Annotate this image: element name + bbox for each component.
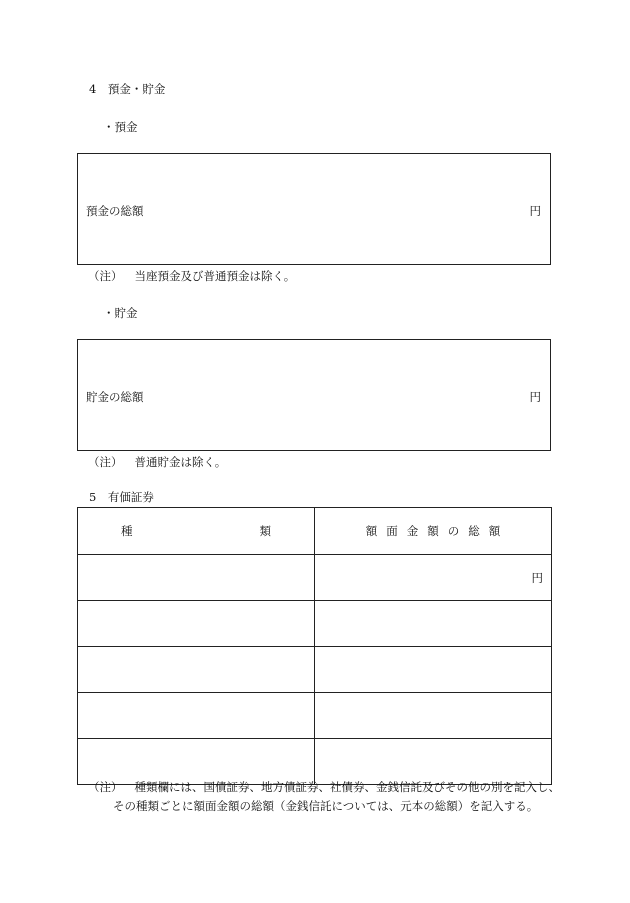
securities-table-header [78,508,552,555]
kind-cell[interactable] [78,647,315,693]
savings-total-box [77,339,551,451]
deposit-subheading: ・預金 [103,120,138,134]
table-row [78,647,552,693]
kind-cell[interactable] [78,739,315,785]
deposit-note-text: 当座預金及び普通預金は除く。 [134,269,296,283]
header-amount-label: 額面金額の総額 [365,524,510,538]
header-amount [315,508,552,555]
deposit-total-box [77,153,551,265]
amount-cell[interactable] [315,693,552,739]
savings-total-unit: 円 [529,390,541,404]
savings-total-label: 貯金の総額 [86,390,144,404]
section-5-heading: 5 有価証券 [89,490,154,504]
header-kind-right: 類 [259,524,271,538]
securities-note-line-2: その種類ごとに額面金額の総額（金銭信託については、元本の総額）を記入する。 [113,799,539,813]
securities-note-prefix: （注） [88,780,123,794]
kind-cell[interactable] [78,601,315,647]
savings-note-prefix: （注） [88,455,123,469]
table-row [78,601,552,647]
table-row [78,555,552,601]
deposit-total-unit: 円 [529,204,541,218]
kind-cell[interactable] [78,555,315,601]
deposit-note [88,268,295,284]
header-kind-left: 種 [121,524,133,538]
deposit-total-label: 預金の総額 [86,204,144,218]
kind-cell[interactable] [78,693,315,739]
securities-note-text-1: 種類欄には、国債証券、地方債証券、社債券、金銭信託及びその他の別を記入し、 [134,780,560,794]
section-4-heading: 4 預金・貯金 [89,82,166,96]
savings-note-text: 普通貯金は除く。 [134,455,227,469]
header-kind [78,508,315,555]
savings-note [88,454,226,470]
table-row [78,739,552,785]
amount-cell[interactable] [315,601,552,647]
amount-unit: 円 [531,570,543,585]
deposit-note-prefix: （注） [88,269,123,283]
securities-table [77,507,552,785]
table-row [78,693,552,739]
amount-cell[interactable] [315,647,552,693]
securities-note-line-1 [88,779,560,795]
savings-subheading: ・貯金 [103,306,138,320]
amount-cell[interactable] [315,555,552,601]
amount-cell[interactable] [315,739,552,785]
